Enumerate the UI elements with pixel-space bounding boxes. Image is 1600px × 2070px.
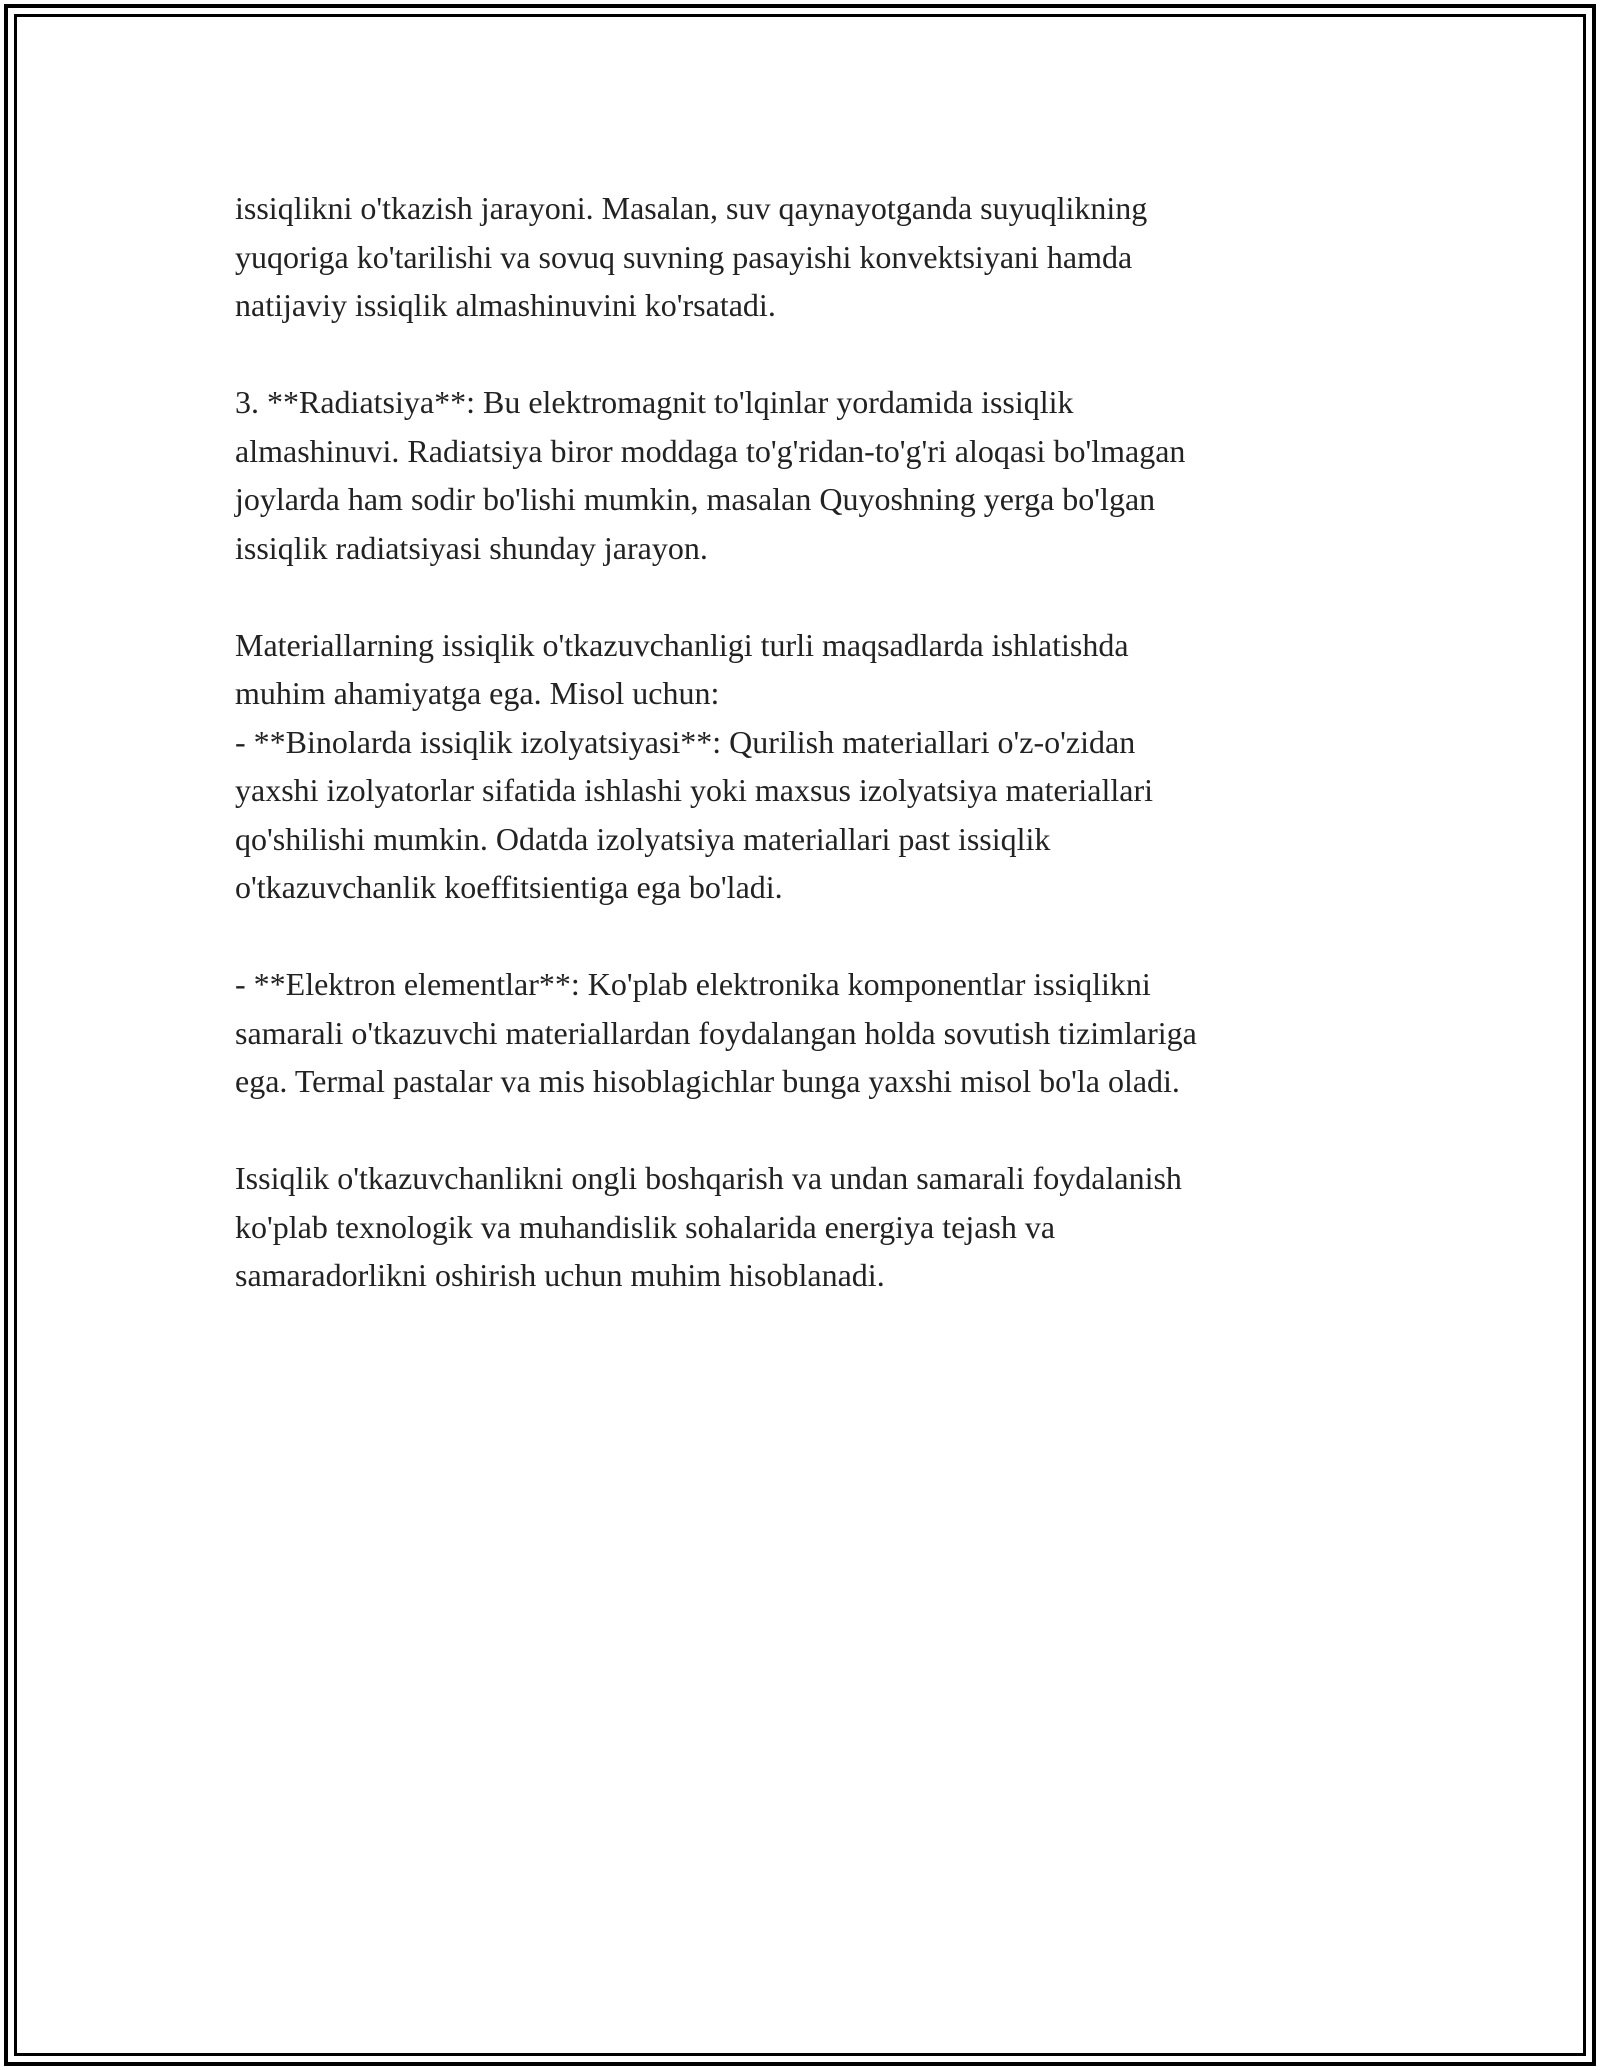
text-line: samaradorlikni oshirish uchun muhim hisoblanadi.: [235, 1257, 885, 1293]
paragraph-radiation: [235, 378, 1365, 572]
paragraph-gap: [235, 1106, 1365, 1155]
document-body: [235, 184, 1365, 1300]
text-line: yaxshi izolyatorlar sifatida ishlashi yoki maxsus izolyatsiya materiallari: [235, 772, 1153, 808]
paragraph-gap: [235, 572, 1365, 621]
text-line: - **Elektron elementlar**: Ko'plab elektronika komponentlar issiqlikni: [235, 966, 1151, 1002]
text-line: joylarda ham sodir bo'lishi mumkin, masalan Quyoshning yerga bo'lgan: [235, 481, 1156, 517]
paragraph-conclusion: [235, 1154, 1365, 1300]
text-line: almashinuvi. Radiatsiya biror moddaga to'g'ridan-to'g'ri aloqasi bo'lmagan: [235, 432, 1186, 469]
text-line: Issiqlik o'tkazuvchanlikni ongli boshqarish va undan samarali foydalanish: [235, 1160, 1182, 1196]
text-line: ega. Termal pastalar va mis hisoblagichlar bunga yaxshi misol bo'la oladi.: [235, 1063, 1180, 1099]
text-line: 3. **Radiatsiya**: Bu elektromagnit to'lqinlar yordamida issiqlik: [235, 384, 1074, 420]
paragraph-electronics: [235, 960, 1365, 1106]
text-line: muhim ahamiyatga ega. Misol uchun:: [235, 675, 720, 711]
text-line: issiqlik radiatsiyasi shunday jarayon.: [235, 529, 708, 566]
text-line: Materiallarning issiqlik o'tkazuvchanligi turli maqsadlarda ishlatishda: [235, 626, 1129, 663]
text-line: issiqlikni o'tkazish jarayoni. Masalan, suv qaynayotganda suyuqlikning: [235, 190, 1148, 226]
text-line: - **Binolarda issiqlik izolyatsiyasi**: Qurilish materiallari o'z-o'zidan: [235, 723, 1136, 760]
text-line: yuqoriga ko'tarilishi va sovuq suvning pasayishi konvektsiyani hamda: [235, 238, 1133, 275]
paragraph-convection-end: [235, 184, 1365, 330]
text-line: ko'plab texnologik va muhandislik sohalarida energiya tejash va: [235, 1208, 1056, 1245]
text-line: samarali o'tkazuvchi materiallardan foydalangan holda sovutish tizimlariga: [235, 1014, 1197, 1051]
paragraph-gap: [235, 330, 1365, 379]
paragraph-gap: [235, 912, 1365, 961]
text-line: qo'shilishi mumkin. Odatda izolyatsiya materiallari past issiqlik: [235, 820, 1051, 857]
text-line: natijaviy issiqlik almashinuvini ko'rsatadi.: [235, 287, 776, 323]
paragraph-materials-insulation: [235, 621, 1365, 912]
text-line: o'tkazuvchanlik koeffitsientiga ega bo'ladi.: [235, 869, 783, 905]
